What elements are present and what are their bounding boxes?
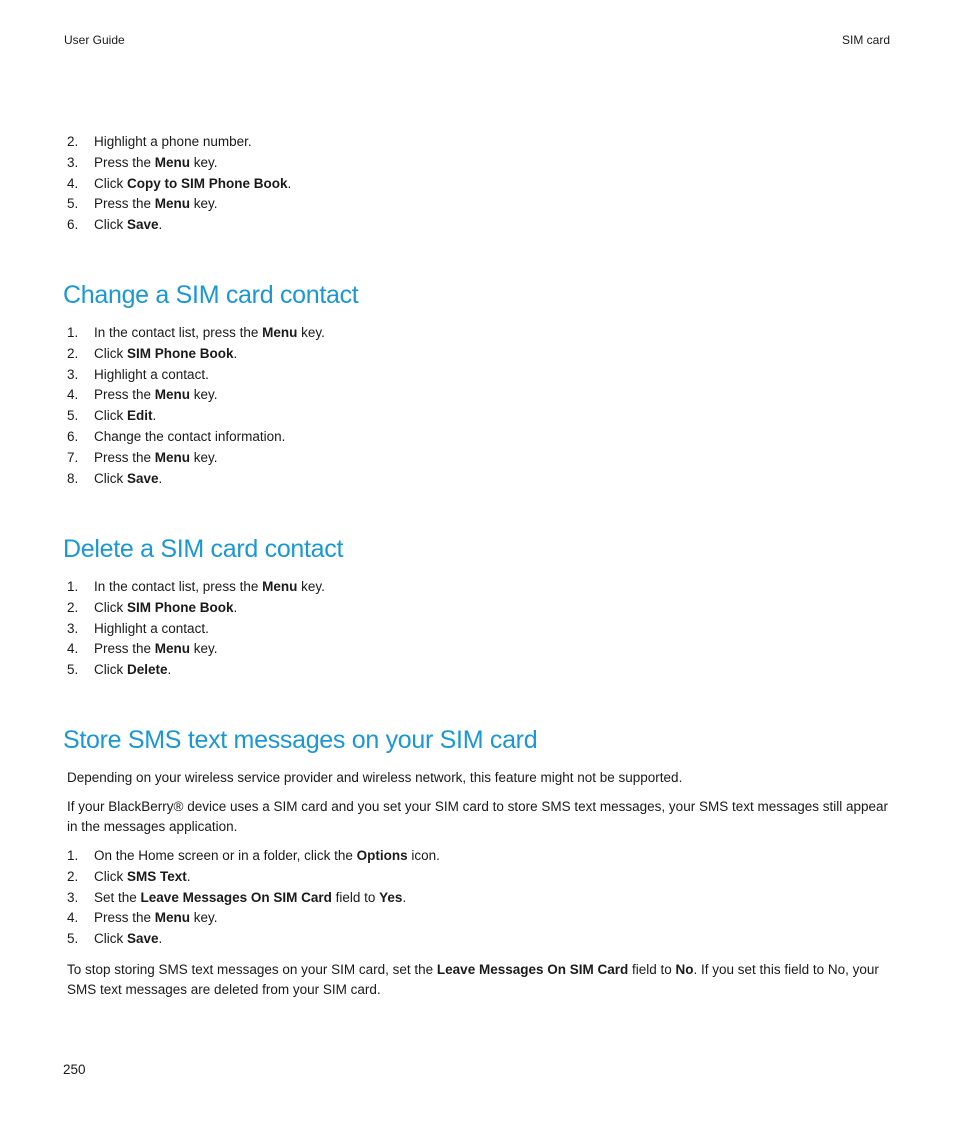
step-number: 5. [67, 196, 79, 212]
step-text [94, 931, 162, 946]
step-number: 3. [67, 366, 79, 382]
text-run: Highlight a phone number. [94, 134, 252, 149]
text-run: . [186, 868, 191, 884]
step-number: 4. [67, 175, 79, 191]
text-run: key. [297, 579, 325, 594]
store-sms-description [67, 797, 893, 837]
step-text [94, 662, 171, 677]
step-item [67, 619, 897, 640]
step-number: 5. [67, 662, 79, 678]
text-run: . [158, 470, 163, 486]
ui-term: Save [127, 470, 159, 486]
ui-term: Save [127, 931, 159, 947]
step-text [94, 134, 252, 149]
step-text [94, 217, 162, 232]
step-item [67, 174, 897, 195]
step-text [94, 450, 218, 465]
store-sms-steps-list [67, 846, 897, 950]
step-text [94, 387, 218, 402]
text-run: icon. [407, 848, 440, 863]
ui-term: Edit [127, 408, 153, 424]
text-run: Click [94, 345, 127, 361]
ui-term: Delete [127, 662, 168, 678]
ui-term: Leave Messages On SIM Card [140, 889, 332, 905]
intro-steps-list [67, 132, 897, 236]
step-item [67, 132, 897, 153]
ui-term: Menu [154, 910, 191, 926]
step-item [67, 577, 897, 598]
step-number: 5. [67, 931, 79, 947]
text-run: Press the [94, 154, 155, 170]
step-item [67, 469, 897, 490]
text-run: Press the [94, 641, 155, 657]
ui-term: SIM Phone Book [127, 345, 234, 361]
step-number: 6. [67, 217, 79, 233]
ui-term: No [675, 962, 694, 977]
step-number: 3. [67, 889, 79, 905]
text-run: Click [94, 931, 127, 947]
text-run: . [402, 889, 407, 905]
text-run: Press the [94, 910, 155, 926]
text-run: key. [190, 154, 218, 170]
text-run: Click [94, 599, 127, 615]
section-title-delete-contact: Delete a SIM card contact [63, 535, 344, 563]
step-item [67, 598, 897, 619]
step-item [67, 153, 897, 174]
text-run: . [158, 931, 163, 947]
step-number: 7. [67, 449, 79, 465]
ui-term: Menu [262, 325, 298, 340]
step-text [94, 325, 325, 340]
step-number: 6. [67, 428, 79, 444]
step-text [94, 471, 162, 486]
step-number: 4. [67, 387, 79, 403]
ui-term: Menu [154, 449, 191, 465]
step-text [94, 176, 291, 191]
ui-term: Menu [154, 196, 191, 212]
step-item [67, 660, 897, 681]
ui-term: Copy to SIM Phone Book [127, 175, 288, 191]
text-run: Press the [94, 387, 155, 403]
text-run: . [158, 217, 163, 233]
ui-term: Leave Messages On SIM Card [436, 962, 629, 977]
ui-term: Menu [262, 579, 298, 594]
text-run: To stop storing SMS text messages on your SIM card, set the [67, 962, 437, 977]
text-run: Press the [94, 196, 155, 212]
step-text [94, 155, 218, 170]
step-number: 2. [67, 134, 79, 149]
ui-term: Yes [379, 889, 403, 905]
store-sms-stop-note [67, 960, 893, 1000]
step-text [94, 890, 406, 905]
text-run: Highlight a contact. [94, 620, 209, 636]
text-run: In the contact list, press the [94, 579, 263, 594]
step-item [67, 888, 897, 909]
step-text [94, 408, 156, 423]
text-run: field to [331, 889, 380, 905]
step-number: 4. [67, 641, 79, 657]
header-chapter-title: SIM card [841, 33, 890, 47]
step-text [94, 367, 209, 382]
text-run: If your BlackBerry® device uses a SIM card and you set your SIM card to store SMS text messages, your SMS text messages still appear in the messages application. [67, 799, 889, 834]
step-text [94, 910, 218, 925]
text-run: key. [190, 387, 218, 403]
text-run: Click [94, 868, 127, 884]
step-number: 1. [67, 848, 79, 863]
step-item [67, 385, 897, 406]
text-run: . [287, 175, 292, 191]
step-text [94, 346, 237, 361]
step-text [94, 429, 285, 444]
text-run: Click [94, 175, 127, 191]
delete-contact-steps-list [67, 577, 897, 681]
step-item [67, 427, 897, 448]
text-run: Click [94, 470, 127, 486]
ui-term: Menu [154, 387, 191, 403]
section-title-store-sms: Store SMS text messages on your SIM card [63, 726, 538, 754]
text-run: key. [190, 910, 218, 926]
step-item [67, 846, 897, 867]
step-item [67, 344, 897, 365]
text-run: key. [190, 641, 218, 657]
page-number: 250 [63, 1062, 86, 1077]
header-guide-title: User Guide [64, 33, 125, 47]
step-item [67, 323, 897, 344]
step-number: 4. [67, 910, 79, 926]
ui-term: Save [127, 217, 159, 233]
step-text [94, 869, 191, 884]
text-run: key. [297, 325, 325, 340]
section-title-change-contact: Change a SIM card contact [63, 281, 359, 309]
step-item [67, 215, 897, 236]
text-run: Highlight a contact. [94, 366, 209, 382]
text-run: . [233, 599, 238, 615]
step-number: 8. [67, 470, 79, 486]
text-run: In the contact list, press the [94, 325, 263, 340]
step-text [94, 641, 218, 656]
step-text [94, 600, 237, 615]
text-run: Set the [94, 889, 141, 905]
step-item [67, 448, 897, 469]
text-run: key. [190, 196, 218, 212]
text-run: On the Home screen or in a folder, click the [94, 848, 357, 863]
step-item [67, 867, 897, 888]
step-text [94, 848, 440, 863]
text-run: Click [94, 408, 127, 424]
step-number: 1. [67, 579, 79, 594]
step-number: 5. [67, 408, 79, 424]
text-run: . [233, 345, 238, 361]
step-number: 2. [67, 868, 79, 884]
ui-term: Menu [154, 641, 191, 657]
step-item [67, 406, 897, 427]
step-number: 2. [67, 345, 79, 361]
ui-term: Menu [154, 154, 191, 170]
ui-term: SIM Phone Book [127, 599, 234, 615]
text-run: Depending on your wireless service provider and wireless network, this feature might not be supported. [67, 770, 683, 785]
text-run: key. [190, 449, 218, 465]
step-item [67, 365, 897, 386]
text-run: Change the contact information. [94, 428, 286, 444]
ui-term: SMS Text [127, 868, 187, 884]
text-run: . [152, 408, 157, 424]
text-run: Click [94, 662, 127, 678]
store-sms-availability-note [67, 768, 893, 788]
text-run: Press the [94, 449, 155, 465]
step-item [67, 929, 897, 950]
page-header [64, 33, 890, 49]
text-run: . If you set this field to No, your SMS text messages are deleted from your SIM card. [67, 962, 879, 997]
step-item [67, 908, 897, 929]
step-text [94, 621, 209, 636]
step-number: 1. [67, 325, 79, 340]
change-contact-steps-list [67, 323, 897, 489]
text-run: field to [628, 962, 676, 977]
step-number: 3. [67, 154, 79, 170]
step-number: 3. [67, 620, 79, 636]
text-run: Click [94, 217, 127, 233]
ui-term: Options [356, 848, 408, 863]
step-item [67, 639, 897, 660]
step-text [94, 196, 218, 211]
text-run: . [167, 662, 172, 678]
step-number: 2. [67, 599, 79, 615]
step-item [67, 194, 897, 215]
step-text [94, 579, 325, 594]
